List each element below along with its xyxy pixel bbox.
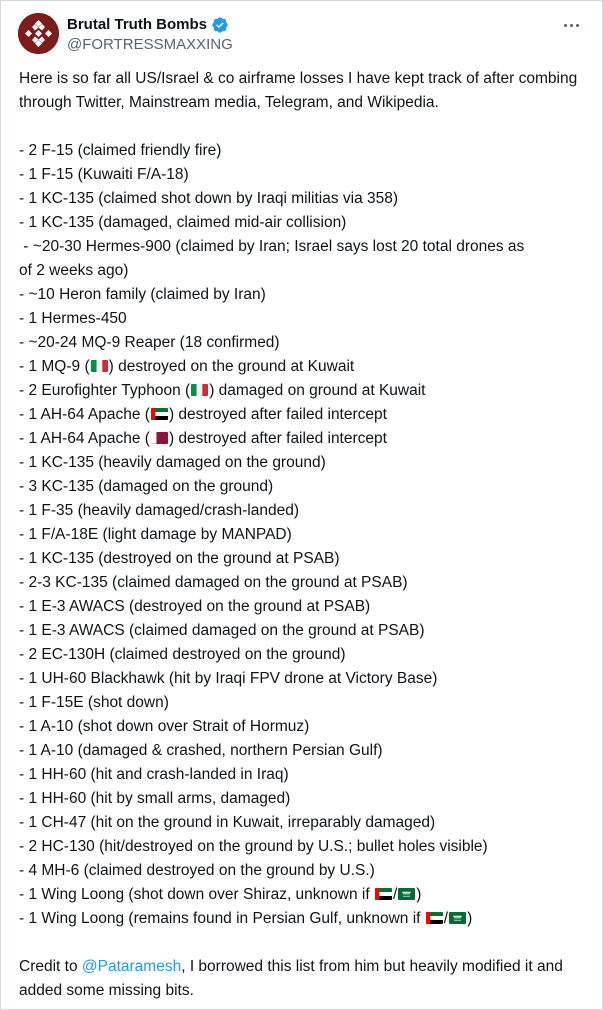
loss-item-text: - 1 AH-64 Apache ( bbox=[19, 406, 150, 423]
loss-item-text: - 1 KC-135 (damaged, claimed mid-air collision) bbox=[19, 214, 347, 231]
avatar-logo-icon bbox=[18, 13, 59, 54]
loss-item-text: - 1 AH-64 Apache ( bbox=[19, 430, 150, 447]
mention-link[interactable]: @Pataramesh bbox=[81, 958, 182, 975]
loss-list bbox=[19, 139, 589, 931]
uae-flag-icon bbox=[151, 408, 168, 420]
loss-item-text: ) destroyed after failed intercept bbox=[168, 406, 387, 423]
loss-item-text: ) destroyed on the ground at Kuwait bbox=[108, 358, 355, 375]
loss-list-item bbox=[19, 187, 589, 211]
loss-list-item bbox=[19, 475, 589, 499]
loss-item-text: - 1 HH-60 (hit and crash-landed in Iraq) bbox=[19, 766, 289, 783]
avatar[interactable] bbox=[18, 13, 59, 54]
loss-list-item bbox=[19, 571, 589, 595]
uae-flag-icon bbox=[375, 888, 392, 900]
loss-item-text: - ~10 Heron family (claimed by Iran) bbox=[19, 286, 266, 303]
loss-item-text: ) bbox=[467, 910, 473, 927]
loss-item-text: - 2 Eurofighter Typhoon ( bbox=[19, 382, 191, 399]
loss-list-item bbox=[19, 547, 589, 571]
loss-item-text: - 1 F-15 (Kuwaiti F/A-18) bbox=[19, 166, 189, 183]
loss-list-item bbox=[19, 355, 589, 379]
loss-list-item bbox=[19, 691, 589, 715]
tweet-intro: Here is so far all US/Israel & co airframe losses I have kept track of after combing through Twitter, Mainstream media, Telegram, and Wikipedia. bbox=[19, 70, 578, 111]
loss-item-text: - 2 EC-130H (claimed destroyed on the ground) bbox=[19, 646, 346, 663]
loss-item-text: of 2 weeks ago) bbox=[19, 262, 129, 279]
loss-list-item bbox=[19, 403, 589, 427]
loss-item-text: ) destroyed after failed intercept bbox=[168, 430, 387, 447]
loss-list-item bbox=[19, 259, 589, 283]
name-row bbox=[67, 15, 229, 35]
loss-item-text: - ~20-30 Hermes-900 (claimed by Iran; Israel says lost 20 total drones as bbox=[19, 238, 525, 255]
loss-list-item bbox=[19, 595, 589, 619]
loss-list-item bbox=[19, 379, 589, 403]
loss-list-item bbox=[19, 499, 589, 523]
loss-item-text: - 1 CH-47 (hit on the ground in Kuwait, irreparably damaged) bbox=[19, 814, 436, 831]
loss-item-text: - 1 E-3 AWACS (claimed damaged on the ground at PSAB) bbox=[19, 622, 425, 639]
credit-prefix: Credit to bbox=[19, 958, 82, 975]
tweet-text bbox=[19, 67, 589, 1003]
loss-item-text: - 1 A-10 (shot down over Strait of Hormuz) bbox=[19, 718, 310, 735]
loss-list-item bbox=[19, 859, 589, 883]
loss-item-text: - 2 HC-130 (hit/destroyed on the ground by U.S.; bullet holes visible) bbox=[19, 838, 488, 855]
flag-separator: / bbox=[392, 886, 398, 903]
loss-item-text: - 2 F-15 (claimed friendly fire) bbox=[19, 142, 222, 159]
loss-item-text: - 1 KC-135 (heavily damaged on the ground) bbox=[19, 454, 326, 471]
italy-flag-icon bbox=[191, 384, 208, 396]
loss-list-item bbox=[19, 235, 589, 259]
loss-list-item bbox=[19, 163, 589, 187]
loss-list-item bbox=[19, 139, 589, 163]
loss-item-text: - 1 F-35 (heavily damaged/crash-landed) bbox=[19, 502, 299, 519]
loss-item-text: - 1 HH-60 (hit by small arms, damaged) bbox=[19, 790, 291, 807]
loss-item-text: ) bbox=[416, 886, 422, 903]
loss-item-text: - 1 A-10 (damaged & crashed, northern Persian Gulf) bbox=[19, 742, 383, 759]
loss-list-item bbox=[19, 283, 589, 307]
uae-flag-icon bbox=[426, 912, 443, 924]
qatar-flag-icon bbox=[151, 432, 168, 444]
loss-item-text: - 1 Wing Loong (shot down over Shiraz, unknown if bbox=[19, 886, 374, 903]
saudi-flag-icon bbox=[449, 912, 466, 924]
loss-list-item bbox=[19, 835, 589, 859]
tweet-header bbox=[18, 13, 586, 57]
tweet-credit bbox=[19, 955, 589, 1003]
loss-list-item bbox=[19, 331, 589, 355]
more-options-icon[interactable] bbox=[560, 15, 582, 35]
loss-list-item bbox=[19, 907, 589, 931]
loss-list-item bbox=[19, 307, 589, 331]
loss-list-item bbox=[19, 211, 589, 235]
loss-item-text: - 1 UH-60 Blackhawk (hit by Iraqi FPV drone at Victory Base) bbox=[19, 670, 438, 687]
loss-item-text: - 1 F-15E (shot down) bbox=[19, 694, 169, 711]
loss-list-item bbox=[19, 451, 589, 475]
handle[interactable]: @FORTRESSMAXXING bbox=[67, 36, 233, 53]
loss-list-item bbox=[19, 763, 589, 787]
italy-flag-icon bbox=[91, 360, 108, 372]
loss-list-item bbox=[19, 667, 589, 691]
loss-item-text: ) damaged on ground at Kuwait bbox=[209, 382, 426, 399]
loss-list-item bbox=[19, 715, 589, 739]
loss-list-item bbox=[19, 787, 589, 811]
loss-item-text: - ~20-24 MQ-9 Reaper (18 confirmed) bbox=[19, 334, 280, 351]
display-name[interactable]: Brutal Truth Bombs bbox=[67, 16, 208, 33]
loss-item-text: - 1 KC-135 (destroyed on the ground at PSAB) bbox=[19, 550, 340, 567]
loss-item-text: - 1 Hermes-450 bbox=[19, 310, 127, 327]
loss-list-item bbox=[19, 811, 589, 835]
loss-item-text: - 4 MH-6 (claimed destroyed on the ground by U.S.) bbox=[19, 862, 375, 879]
loss-item-text: - 1 F/A-18E (light damage by MANPAD) bbox=[19, 526, 292, 543]
loss-list-item bbox=[19, 619, 589, 643]
flag-separator: / bbox=[443, 910, 449, 927]
loss-list-item bbox=[19, 739, 589, 763]
loss-item-text: - 1 Wing Loong (remains found in Persian Gulf, unknown if bbox=[19, 910, 425, 927]
loss-item-text: - 1 E-3 AWACS (destroyed on the ground at PSAB) bbox=[19, 598, 371, 615]
verified-badge-icon bbox=[211, 16, 229, 34]
loss-list-item bbox=[19, 883, 589, 907]
loss-list-item bbox=[19, 643, 589, 667]
loss-item-text: - 1 KC-135 (claimed shot down by Iraqi militias via 358) bbox=[19, 190, 399, 207]
credit-suffix: , I borrowed this list from him but heavily modified it and added some missing bits. bbox=[19, 958, 563, 999]
loss-list-item bbox=[19, 427, 589, 451]
saudi-flag-icon bbox=[398, 888, 415, 900]
loss-item-text: - 2-3 KC-135 (claimed damaged on the ground at PSAB) bbox=[19, 574, 408, 591]
loss-item-text: - 1 MQ-9 ( bbox=[19, 358, 90, 375]
loss-item-text: - 3 KC-135 (damaged on the ground) bbox=[19, 478, 274, 495]
loss-list-item bbox=[19, 523, 589, 547]
